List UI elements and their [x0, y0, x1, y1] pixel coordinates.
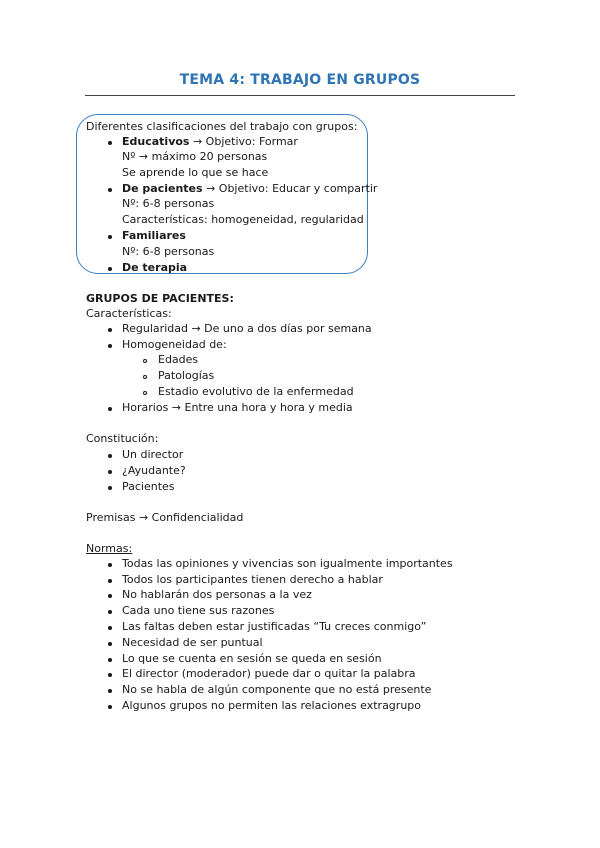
bullet	[108, 689, 112, 693]
normas-item: No se habla de algún componente que no está presente	[122, 683, 432, 696]
bullet	[108, 642, 112, 646]
box-pacientes-line2: Nº: 6-8 personas	[122, 197, 215, 210]
section-heading-constitucion: Constitución:	[86, 432, 159, 445]
box-item-educativos-bold: Educativos	[122, 135, 190, 148]
constitucion-item: ¿Ayudante?	[122, 464, 186, 477]
bullet	[108, 658, 112, 662]
box-educativos-line3: Se aprende lo que se hace	[122, 166, 269, 179]
grupos-subitem: Estadio evolutivo de la enfermedad	[158, 385, 354, 398]
bullet	[108, 579, 112, 583]
title-underline	[85, 95, 515, 96]
circle-bullet	[143, 375, 147, 379]
bullet	[108, 328, 112, 332]
bullet	[108, 626, 112, 630]
normas-item: Las faltas deben estar justificadas “Tu creces conmigo”	[122, 620, 427, 633]
box-pacientes-line3: Características: homogeneidad, regularidad	[122, 213, 364, 226]
box-item-familiares: Familiares	[122, 229, 186, 242]
normas-item: Necesidad de ser puntual	[122, 636, 263, 649]
grupos-item: Horarios → Entre una hora y hora y media	[122, 401, 353, 414]
box-item-pacientes-bold: De pacientes	[122, 182, 203, 195]
bullet	[108, 705, 112, 709]
caracteristicas-label: Características:	[86, 307, 172, 320]
box-item-educativos-rest: → Objetivo: Formar	[189, 135, 298, 148]
constitucion-item: Pacientes	[122, 480, 175, 493]
constitucion-item: Un director	[122, 448, 184, 461]
normas-item: Algunos grupos no permiten las relaciones extragrupo	[122, 699, 421, 712]
bullet	[108, 188, 112, 192]
page-title: TEMA 4: TRABAJO EN GRUPOS	[179, 72, 421, 88]
box-educativos-line2: Nº → máximo 20 personas	[122, 150, 268, 163]
bullet	[108, 673, 112, 677]
bullet	[108, 610, 112, 614]
normas-item: Lo que se cuenta en sesión se queda en sesión	[122, 652, 382, 665]
box-item-terapia: De terapia	[122, 261, 188, 274]
circle-bullet	[143, 391, 147, 395]
grupos-item: Homogeneidad de:	[122, 338, 227, 351]
box-item-pacientes	[122, 182, 377, 196]
box-intro: Diferentes clasificaciones del trabajo con grupos:	[86, 120, 358, 133]
normas-item: Todas las opiniones y vivencias son igualmente importantes	[122, 557, 453, 570]
normas-item: Cada uno tiene sus razones	[122, 604, 275, 617]
bullet	[108, 407, 112, 411]
grupos-subitem: Patologías	[158, 369, 215, 382]
bullet	[108, 486, 112, 490]
section-heading-grupos: GRUPOS DE PACIENTES:	[86, 292, 234, 305]
box-item-pacientes-rest: → Objetivo: Educar y compartir	[202, 182, 378, 195]
normas-item: No hablarán dos personas a la vez	[122, 588, 312, 601]
bullet	[108, 235, 112, 239]
bullet	[108, 454, 112, 458]
bullet	[108, 267, 112, 271]
bullet	[108, 563, 112, 567]
box-item-educativos	[122, 135, 298, 149]
bullet	[108, 594, 112, 598]
bullet	[108, 344, 112, 348]
grupos-item: Regularidad → De uno a dos días por semana	[122, 322, 372, 335]
circle-bullet	[143, 359, 147, 363]
box-familiares-line2: Nº: 6-8 personas	[122, 245, 215, 258]
normas-item: Todos los participantes tienen derecho a hablar	[122, 573, 383, 586]
section-heading-normas: Normas:	[86, 542, 133, 555]
bullet	[108, 470, 112, 474]
normas-item: El director (moderador) puede dar o quitar la palabra	[122, 667, 416, 680]
grupos-subitem: Edades	[158, 353, 199, 366]
bullet	[108, 141, 112, 145]
premisas-line: Premisas → Confidencialidad	[86, 511, 244, 524]
